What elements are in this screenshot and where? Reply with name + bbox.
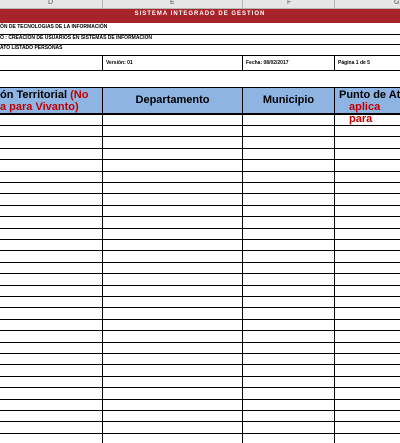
page-label: Página 1 de 5 [338,60,370,66]
info-line-1[interactable]: ÓN DE TECNOLOGIAS DE LA INFORMACIÓN [0,24,108,30]
meta-blank-cell[interactable] [0,56,103,70]
header-punto-atencion[interactable]: Punto de At aplica para [339,89,400,125]
info-line-3[interactable]: ATO LISTADO PERSONAS [0,45,63,51]
banner-title[interactable]: SISTEMA INTEGRADO DE GESTION [134,11,266,17]
column-header-g[interactable]: G [394,0,400,6]
table-header-row [0,87,400,125]
column-header-e[interactable]: E [170,0,175,6]
version-cell[interactable] [103,56,243,70]
title-banner [0,9,400,23]
date-label: Fecha: 08/02/2017 [246,60,289,66]
header-departamento[interactable]: Departamento [103,88,243,113]
column-header-bar [0,0,400,9]
info-line-2[interactable]: O : CREACIÓN DE USUARIOS EN SISTEMAS DE INFORMACIÓN [0,35,152,41]
column-header-d[interactable]: D [48,0,54,6]
header-municipio[interactable]: Municipio [243,88,335,113]
date-cell[interactable] [243,56,335,70]
page-cell[interactable] [335,56,400,70]
divider [0,70,400,71]
data-grid[interactable] [0,113,400,443]
version-label: Versión: 01 [106,60,133,66]
column-header-f[interactable]: F [287,0,292,6]
header-territorial[interactable]: ón Territorial (No a para Vivanto) [0,88,103,113]
